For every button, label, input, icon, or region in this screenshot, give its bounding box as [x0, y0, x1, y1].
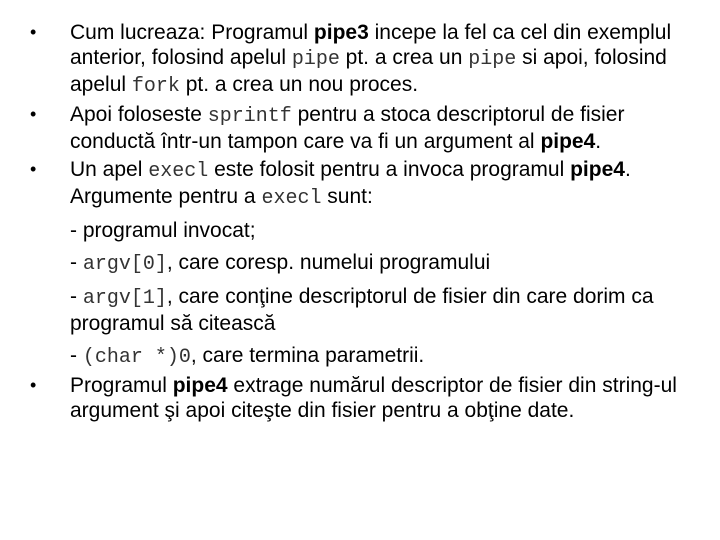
- bullet2-text-1: Apoi foloseste: [70, 103, 208, 126]
- bullet-icon: •: [30, 104, 37, 124]
- bullet1-text-5: pt. a crea un nou proces.: [179, 73, 419, 96]
- bullet4-text-2: extrage numărul descriptor de fisier din string-ul argument şi apoi citeşte din fisier pentru a obţine date.: [70, 374, 677, 422]
- sub-prefix: -: [70, 285, 83, 308]
- bullet3-text-3: . Argumente pentru a: [70, 158, 631, 208]
- bullet2-text-2: pentru a stoca descriptorul de fisier conductă într-un tampon care va fi un argument al: [70, 103, 625, 153]
- sub-item-terminator-text: , care termina parametrii.: [190, 344, 425, 367]
- sub-item-program-text: - programul invocat;: [70, 219, 256, 242]
- bullet3-text-2: este folosit pentru a invoca programul: [208, 158, 571, 181]
- bullet2-code-sprintf: sprintf: [207, 105, 292, 128]
- sub-item-argv1: [70, 284, 690, 336]
- bullet1-text-4: si apoi, folosind apelul: [70, 46, 667, 96]
- bullet2-program-name: pipe4: [540, 130, 596, 153]
- sub-item-argv0-code: argv[0]: [82, 253, 167, 276]
- bullet-icon: •: [30, 159, 37, 179]
- sub-item-argv0: [70, 250, 690, 277]
- bullet-icon: •: [30, 22, 37, 42]
- bullet4-program-name: pipe4: [172, 374, 228, 397]
- bullet-item-4: [30, 373, 690, 423]
- sub-item-argv0-text: , care coresp. numelui programului: [166, 251, 491, 274]
- bullet3-text-4: sunt:: [321, 185, 373, 208]
- bullet-list: [30, 20, 690, 426]
- bullet3-code-execl-2: execl: [261, 187, 322, 210]
- bullet1-code-fork: fork: [131, 75, 180, 98]
- bullet1-text-1: Cum lucreaza: Programul: [70, 21, 314, 44]
- bullet-item-1: [30, 20, 690, 99]
- bullet4-text-1: Programul: [70, 374, 173, 397]
- bullet-item-2: [30, 102, 690, 154]
- bullet2-text-3: .: [595, 130, 602, 153]
- bullet3-text-1: Un apel: [70, 158, 149, 181]
- bullet3-code-execl: execl: [148, 160, 209, 183]
- bullet1-code-pipe-2: pipe: [468, 48, 517, 71]
- bullet3-program-name: pipe4: [570, 158, 625, 181]
- bullet-item-3: [30, 157, 690, 370]
- bullet1-code-pipe: pipe: [291, 48, 340, 71]
- sub-item-terminator-code: (char *)0: [82, 346, 191, 369]
- sub-item-terminator: [70, 343, 690, 370]
- sub-item-program: [70, 218, 690, 243]
- bullet1-text-3: pt. a crea un: [339, 46, 469, 69]
- sub-prefix: -: [70, 344, 83, 367]
- sub-item-argv1-code: argv[1]: [82, 287, 167, 310]
- sub-item-argv1-text: , care conţine descriptorul de fisier din care dorim ca programul să citească: [70, 285, 654, 335]
- bullet-icon: •: [30, 375, 37, 395]
- bullet1-program-name: pipe3: [313, 21, 369, 44]
- sub-prefix: -: [70, 251, 83, 274]
- bullet1-text-2: incepe la fel ca cel din exemplul anterior, folosind apelul: [70, 21, 672, 69]
